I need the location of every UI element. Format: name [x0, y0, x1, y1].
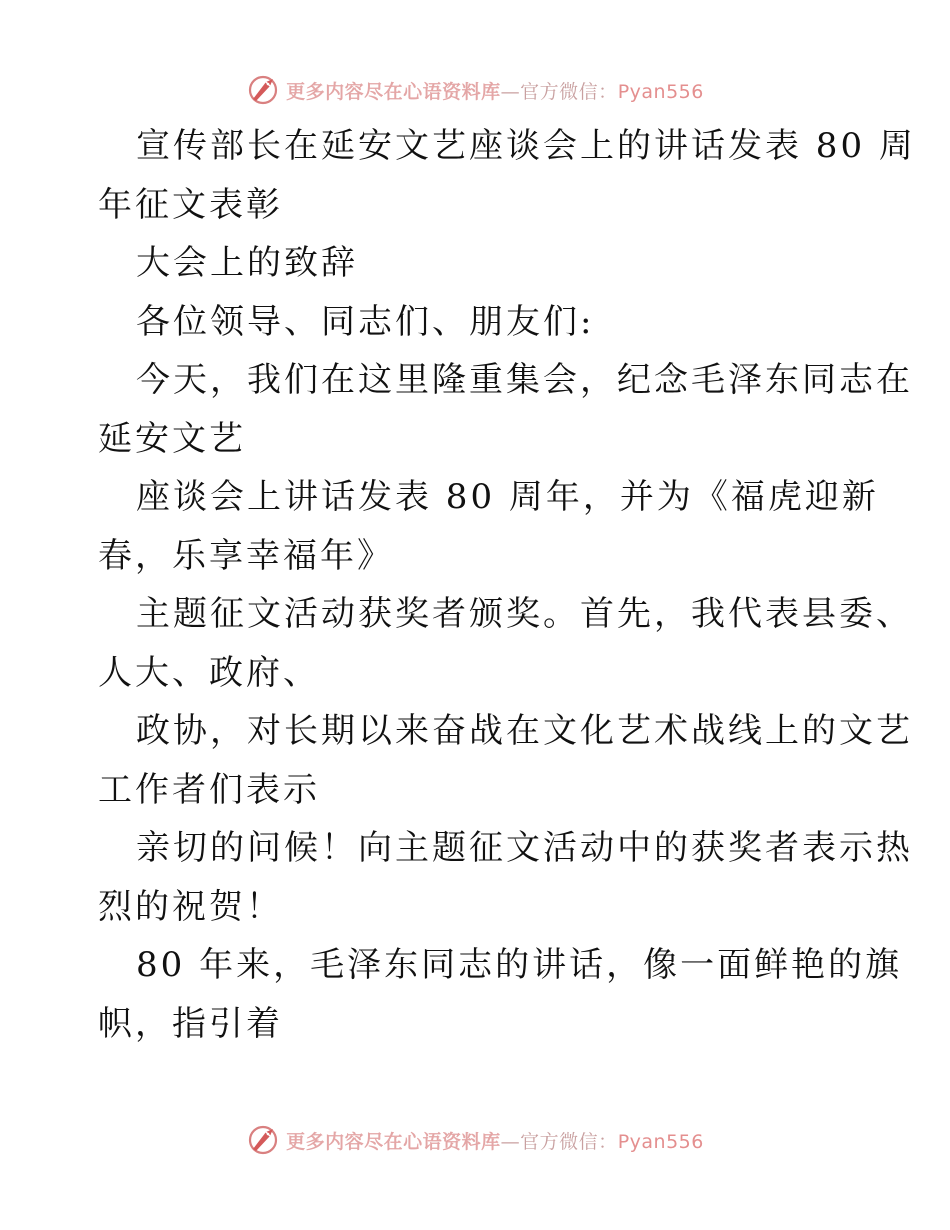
paragraph	[98, 351, 913, 468]
paragraph	[98, 117, 916, 234]
text-line: 工作者们表示	[98, 769, 320, 810]
text-line: 主题征文活动获奖者颁奖。首先，我代表县委、	[136, 594, 913, 634]
paragraph	[98, 702, 913, 819]
wechat-id: Pyan556	[617, 1130, 704, 1153]
pen-nib-logo-icon	[246, 1123, 280, 1157]
wechat-id: Pyan556	[617, 80, 704, 103]
text-line: 座谈会上讲话发表 80 周年，并为《福虎迎新	[136, 477, 879, 517]
header-watermark	[0, 70, 950, 110]
watermark-title: 更多内容尽在心语资料库	[286, 80, 501, 103]
document-body	[98, 117, 916, 1053]
watermark-text	[286, 1127, 704, 1154]
text-line: 人大、政府、	[98, 652, 320, 693]
text-line: 政协，对长期以来奋战在文化艺术战线上的文艺	[136, 711, 913, 751]
text-line: 各位领导、同志们、朋友们:	[136, 301, 595, 342]
text-line: 帜，指引着	[98, 1003, 283, 1044]
wechat-label: 官方微信：	[520, 1130, 618, 1153]
wechat-label: 官方微信：	[520, 80, 618, 103]
text-line: 延安文艺	[98, 418, 246, 459]
text-line: 今天，我们在这里隆重集会，纪念毛泽东同志在	[136, 360, 913, 400]
text-line: 80 年来，毛泽东同志的讲话，像一面鲜艳的旗	[136, 945, 903, 985]
text-line: 春，乐享幸福年》	[98, 535, 394, 576]
paragraph	[98, 585, 913, 702]
pen-nib-logo-icon	[246, 73, 280, 107]
text-line: 年征文表彰	[98, 184, 283, 225]
text-line: 烈的祝贺！	[98, 886, 283, 927]
text-line: 大会上的致辞	[136, 243, 358, 283]
watermark-dash: —	[500, 1130, 521, 1153]
text-line: 宣传部长在延安文艺座谈会上的讲话发表 80 周	[136, 126, 916, 166]
text-line: 亲切的问候！向主题征文活动中的获奖者表示热	[136, 828, 913, 868]
paragraph	[98, 293, 868, 352]
paragraph	[98, 234, 868, 293]
watermark-dash: —	[500, 80, 521, 103]
paragraph	[98, 468, 879, 585]
paragraph	[98, 819, 913, 936]
paragraph	[98, 936, 903, 1053]
footer-watermark	[0, 1120, 950, 1160]
watermark-text	[286, 77, 704, 104]
watermark-group	[246, 1123, 704, 1157]
watermark-title: 更多内容尽在心语资料库	[286, 1130, 501, 1153]
watermark-group	[246, 73, 704, 107]
